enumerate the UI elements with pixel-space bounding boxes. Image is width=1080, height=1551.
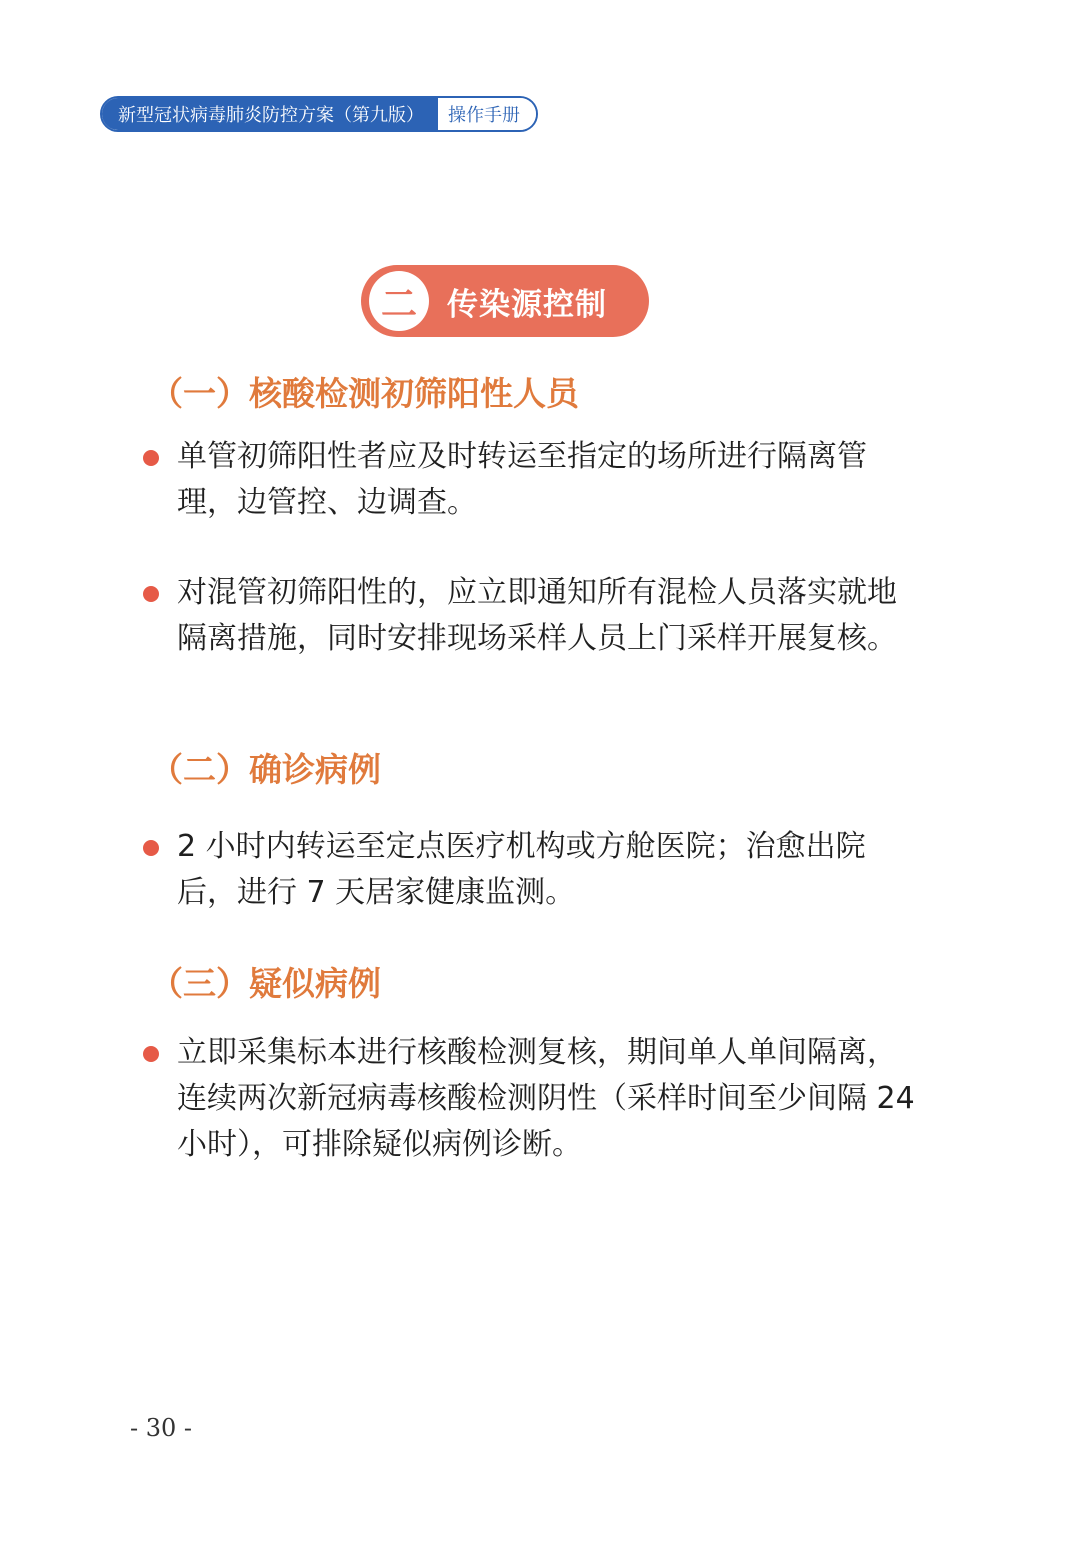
subsection-heading-1: （一）核酸检测初筛阳性人员 — [150, 374, 579, 413]
bullet-text: 单管初筛阳性者应及时转运至指定的场所进行隔离管理，边管控、边调查。 — [177, 439, 867, 520]
bullet-dot-icon — [143, 1046, 159, 1062]
list-item — [143, 1030, 933, 1168]
bullet-dot-icon — [143, 450, 159, 466]
list-item — [143, 824, 933, 916]
bullet-dot-icon — [143, 586, 159, 602]
subsection-heading-3: （三）疑似病例 — [150, 964, 381, 1003]
list-item — [143, 434, 933, 526]
section-number: 二 — [369, 271, 429, 331]
bullet-text: 对混管初筛阳性的，应立即通知所有混检人员落实就地隔离措施，同时安排现场采样人员上门采样开展复核。 — [177, 575, 897, 656]
page-number: - 30 - — [130, 1414, 193, 1442]
bullet-dot-icon — [143, 840, 159, 856]
document-header — [100, 96, 538, 132]
document-title: 新型冠状病毒肺炎防控方案（第九版） — [102, 98, 438, 130]
section-title: 传染源控制 — [447, 286, 607, 323]
bullet-text: 立即采集标本进行核酸检测复核，期间单人单间隔离，连续两次新冠病毒核酸检测阴性（采样时间至少间隔 24 小时），可排除疑似病例诊断。 — [177, 1035, 915, 1162]
subsection-heading-2: （二）确诊病例 — [150, 750, 381, 789]
section-badge — [361, 265, 649, 337]
document-tag: 操作手册 — [438, 98, 536, 130]
bullet-text: 2 小时内转运至定点医疗机构或方舱医院；治愈出院后，进行 7 天居家健康监测。 — [177, 829, 866, 910]
list-item — [143, 570, 933, 662]
